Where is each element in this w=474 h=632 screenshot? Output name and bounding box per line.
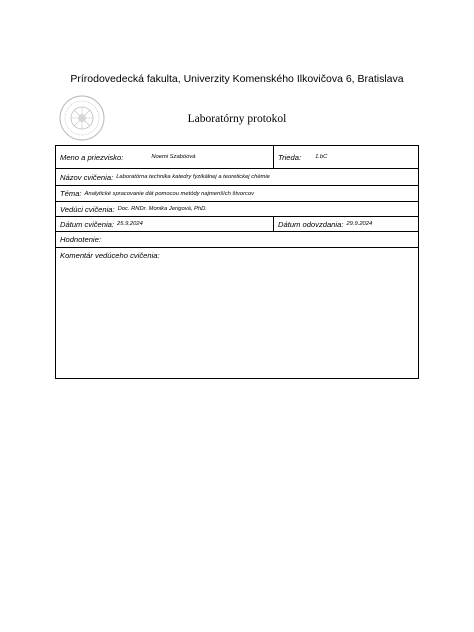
class-label: Trieda: [278,152,302,162]
row-comment [56,248,418,379]
date-value: 25.9.2024 [117,221,143,227]
submit-date-cell [274,217,418,231]
protocol-form [55,145,419,379]
name-cell [56,146,274,168]
comment-label: Komentár vedúceho cvičenia: [60,251,160,260]
row-exercise [56,169,418,186]
name-label: Meno a priezvisko: [60,152,124,162]
row-name-class [56,146,418,169]
name-value: Noemi Szabóová [151,154,196,160]
row-dates [56,217,418,232]
exercise-label: Názov cvičenia: [60,172,114,182]
supervisor-label: Vedúci cvičenia: [60,204,115,214]
class-value: 1.bC [315,154,328,160]
row-topic [56,186,418,202]
topic-value: Analytické spracovanie dát pomocou metódy najmenších štvorcov [84,190,255,197]
class-cell [274,146,418,168]
submit-value: 29.9.2024 [346,221,373,227]
row-grade [56,232,418,248]
submit-label: Dátum odovzdania: [278,219,344,229]
exercise-value: Laboratórna technika katedry fyzikálnej a teoretickej chémie [116,174,270,180]
faculty-heading: Prírodovedecká fakulta, Univerzity Komenského Ilkovičova 6, Bratislava [70,73,404,85]
supervisor-value: Doc. RNDr. Monika Jerigová, PhD. [117,206,207,212]
grade-label: Hodnotenie: [60,235,101,244]
date-label: Dátum cvičenia: [60,219,115,229]
row-supervisor [56,202,418,217]
exercise-date-cell [56,217,274,231]
topic-label: Téma: [60,189,82,198]
document-title: Laboratórny protokol [187,113,287,125]
